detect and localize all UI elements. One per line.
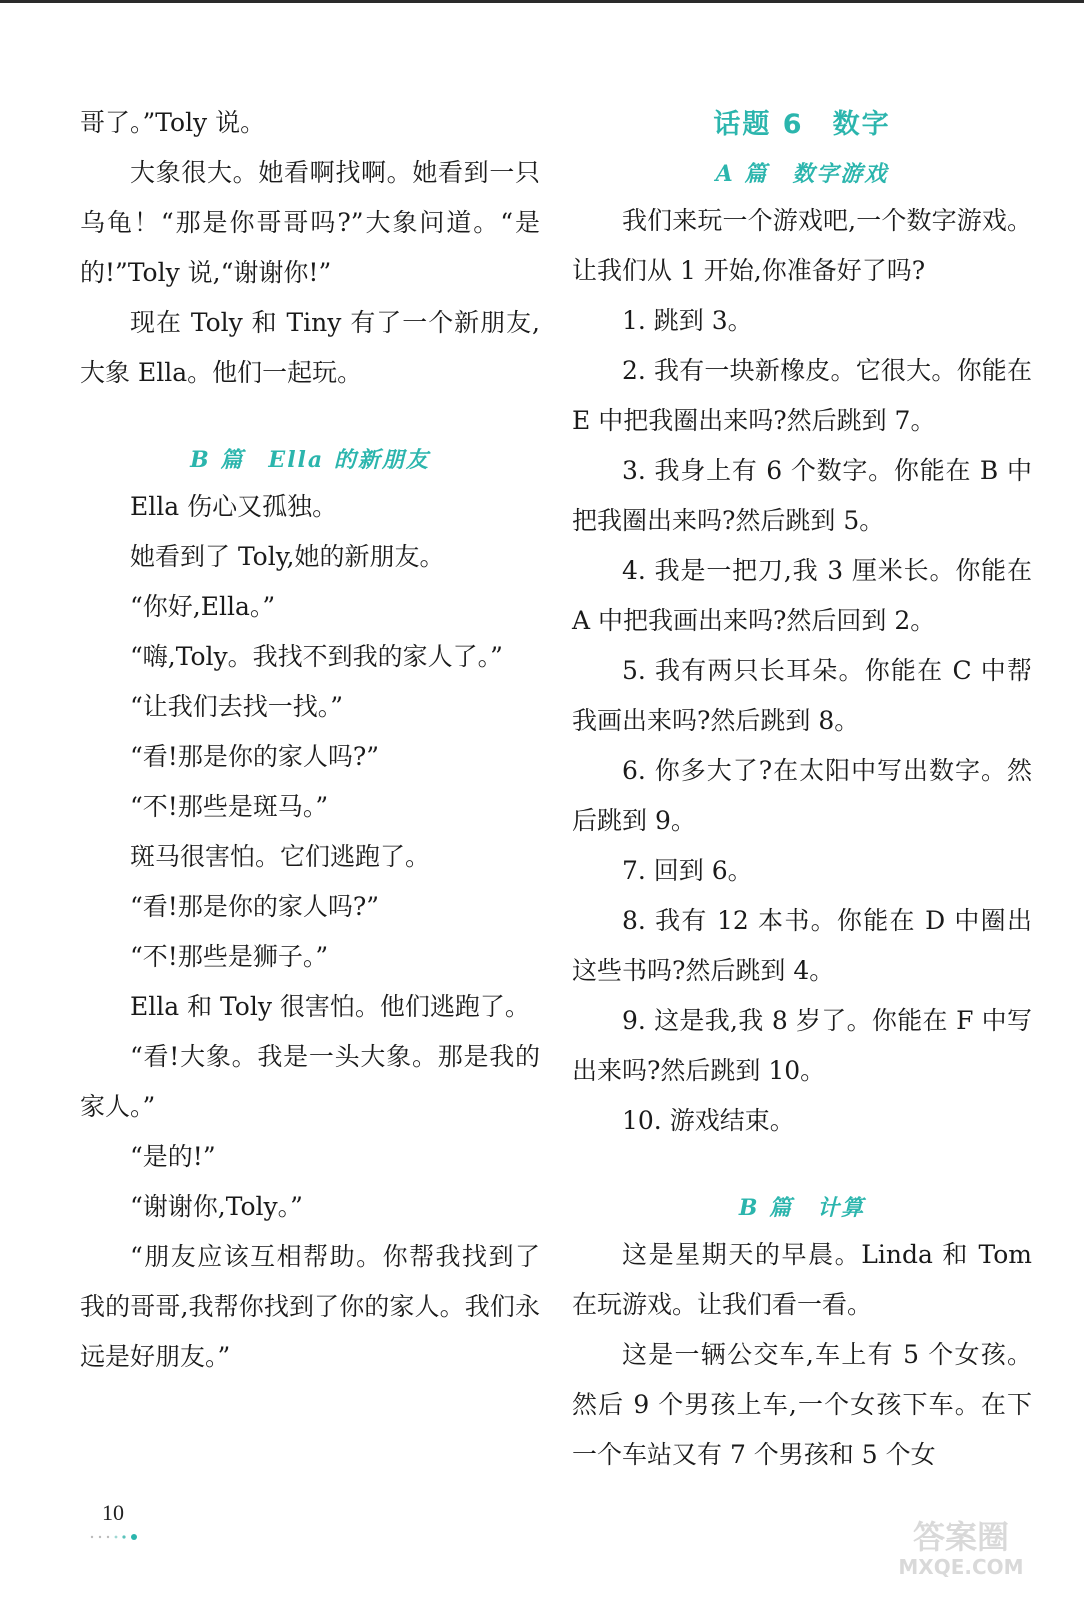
paragraph: “不!那些是斑马。” — [130, 792, 329, 821]
list-item: 9. 这是我,我 8 岁了。你能在 F 中写出来吗?然后跳到 10。 — [572, 1006, 1032, 1085]
paragraph: “让我们去找一找。” — [130, 692, 344, 721]
list-item: 3. 我身上有 6 个数字。你能在 B 中把我圈出来吗?然后跳到 5。 — [572, 456, 1032, 535]
paragraph: 斑马很害怕。它们逃跑了。 — [130, 842, 431, 871]
watermark-logo — [866, 1512, 1056, 1582]
watermark-text: 答案圈 — [912, 1518, 1010, 1556]
list-item: 1. 跳到 3。 — [622, 306, 753, 335]
section-gap — [80, 398, 540, 438]
list-item: 4. 我是一把刀,我 3 厘米长。你能在 A 中把我画出来吗?然后回到 2。 — [572, 556, 1032, 635]
watermark-url: MXQE.COM — [898, 1555, 1024, 1579]
right-column — [572, 98, 1032, 1480]
page-number: 10 — [102, 1500, 124, 1525]
left-column — [80, 98, 540, 1382]
paragraph: 哥了。”Toly 说。 — [80, 108, 266, 137]
paragraph: 现在 Toly 和 Tiny 有了一个新朋友,大象 Ella。他们一起玩。 — [80, 308, 540, 387]
paragraph: 大象很大。她看啊找啊。她看到一只乌龟！“那是你哥哥吗?”大象问道。“是的!”Toly 说,“谢谢你!” — [80, 158, 540, 287]
paragraph: “朋友应该互相帮助。你帮我找到了我的哥哥,我帮你找到了你的家人。我们永远是好朋友。” — [80, 1242, 540, 1371]
list-item: 2. 我有一块新橡皮。它很大。你能在 E 中把我圈出来吗?然后跳到 7。 — [572, 356, 1032, 435]
section-gap — [572, 1146, 1032, 1186]
paragraph: 她看到了 Toly,她的新朋友。 — [130, 542, 445, 571]
paragraph: “看!那是你的家人吗?” — [130, 742, 380, 771]
section-heading-b-right: B 篇 计算 — [738, 1195, 866, 1221]
top-rule — [0, 0, 1084, 3]
paragraph: Ella 和 Toly 很害怕。他们逃跑了。 — [130, 992, 530, 1021]
paragraph: “嗨,Toly。我找不到我的家人了。” — [130, 642, 503, 671]
paragraph: “不!那些是狮子。” — [130, 942, 329, 971]
list-item: 5. 我有两只长耳朵。你能在 C 中帮我画出来吗?然后跳到 8。 — [572, 656, 1032, 735]
list-item: 6. 你多大了?在太阳中写出数字。然后跳到 9。 — [572, 756, 1032, 835]
list-item: 8. 我有 12 本书。你能在 D 中圈出这些书吗?然后跳到 4。 — [572, 906, 1032, 985]
section-heading-b-left: B 篇 Ella 的新朋友 — [190, 447, 430, 473]
paragraph: “你好,Ella。” — [130, 592, 276, 621]
topic-heading: 话题 6 数字 — [713, 109, 891, 140]
paragraph: “是的!” — [130, 1142, 216, 1171]
section-heading-a: A 篇 数字游戏 — [715, 161, 889, 187]
paragraph: “看!那是你的家人吗?” — [130, 892, 380, 921]
page-dots-decoration — [88, 1530, 148, 1544]
paragraph: “看!大象。我是一头大象。那是我的家人。” — [80, 1042, 540, 1121]
paragraph: “谢谢你,Toly。” — [130, 1192, 303, 1221]
paragraph: 我们来玩一个游戏吧,一个数字游戏。让我们从 1 开始,你准备好了吗? — [572, 206, 1032, 285]
list-item: 7. 回到 6。 — [622, 856, 753, 885]
paragraph: 这是一辆公交车,车上有 5 个女孩。然后 9 个男孩上车,一个女孩下车。在下一个车站又有 7 个男孩和 5 个女 — [572, 1340, 1032, 1469]
list-item: 10. 游戏结束。 — [622, 1106, 795, 1135]
paragraph: 这是星期天的早晨。Linda 和 Tom 在玩游戏。让我们看一看。 — [572, 1240, 1032, 1319]
paragraph: Ella 伤心又孤独。 — [130, 492, 338, 521]
